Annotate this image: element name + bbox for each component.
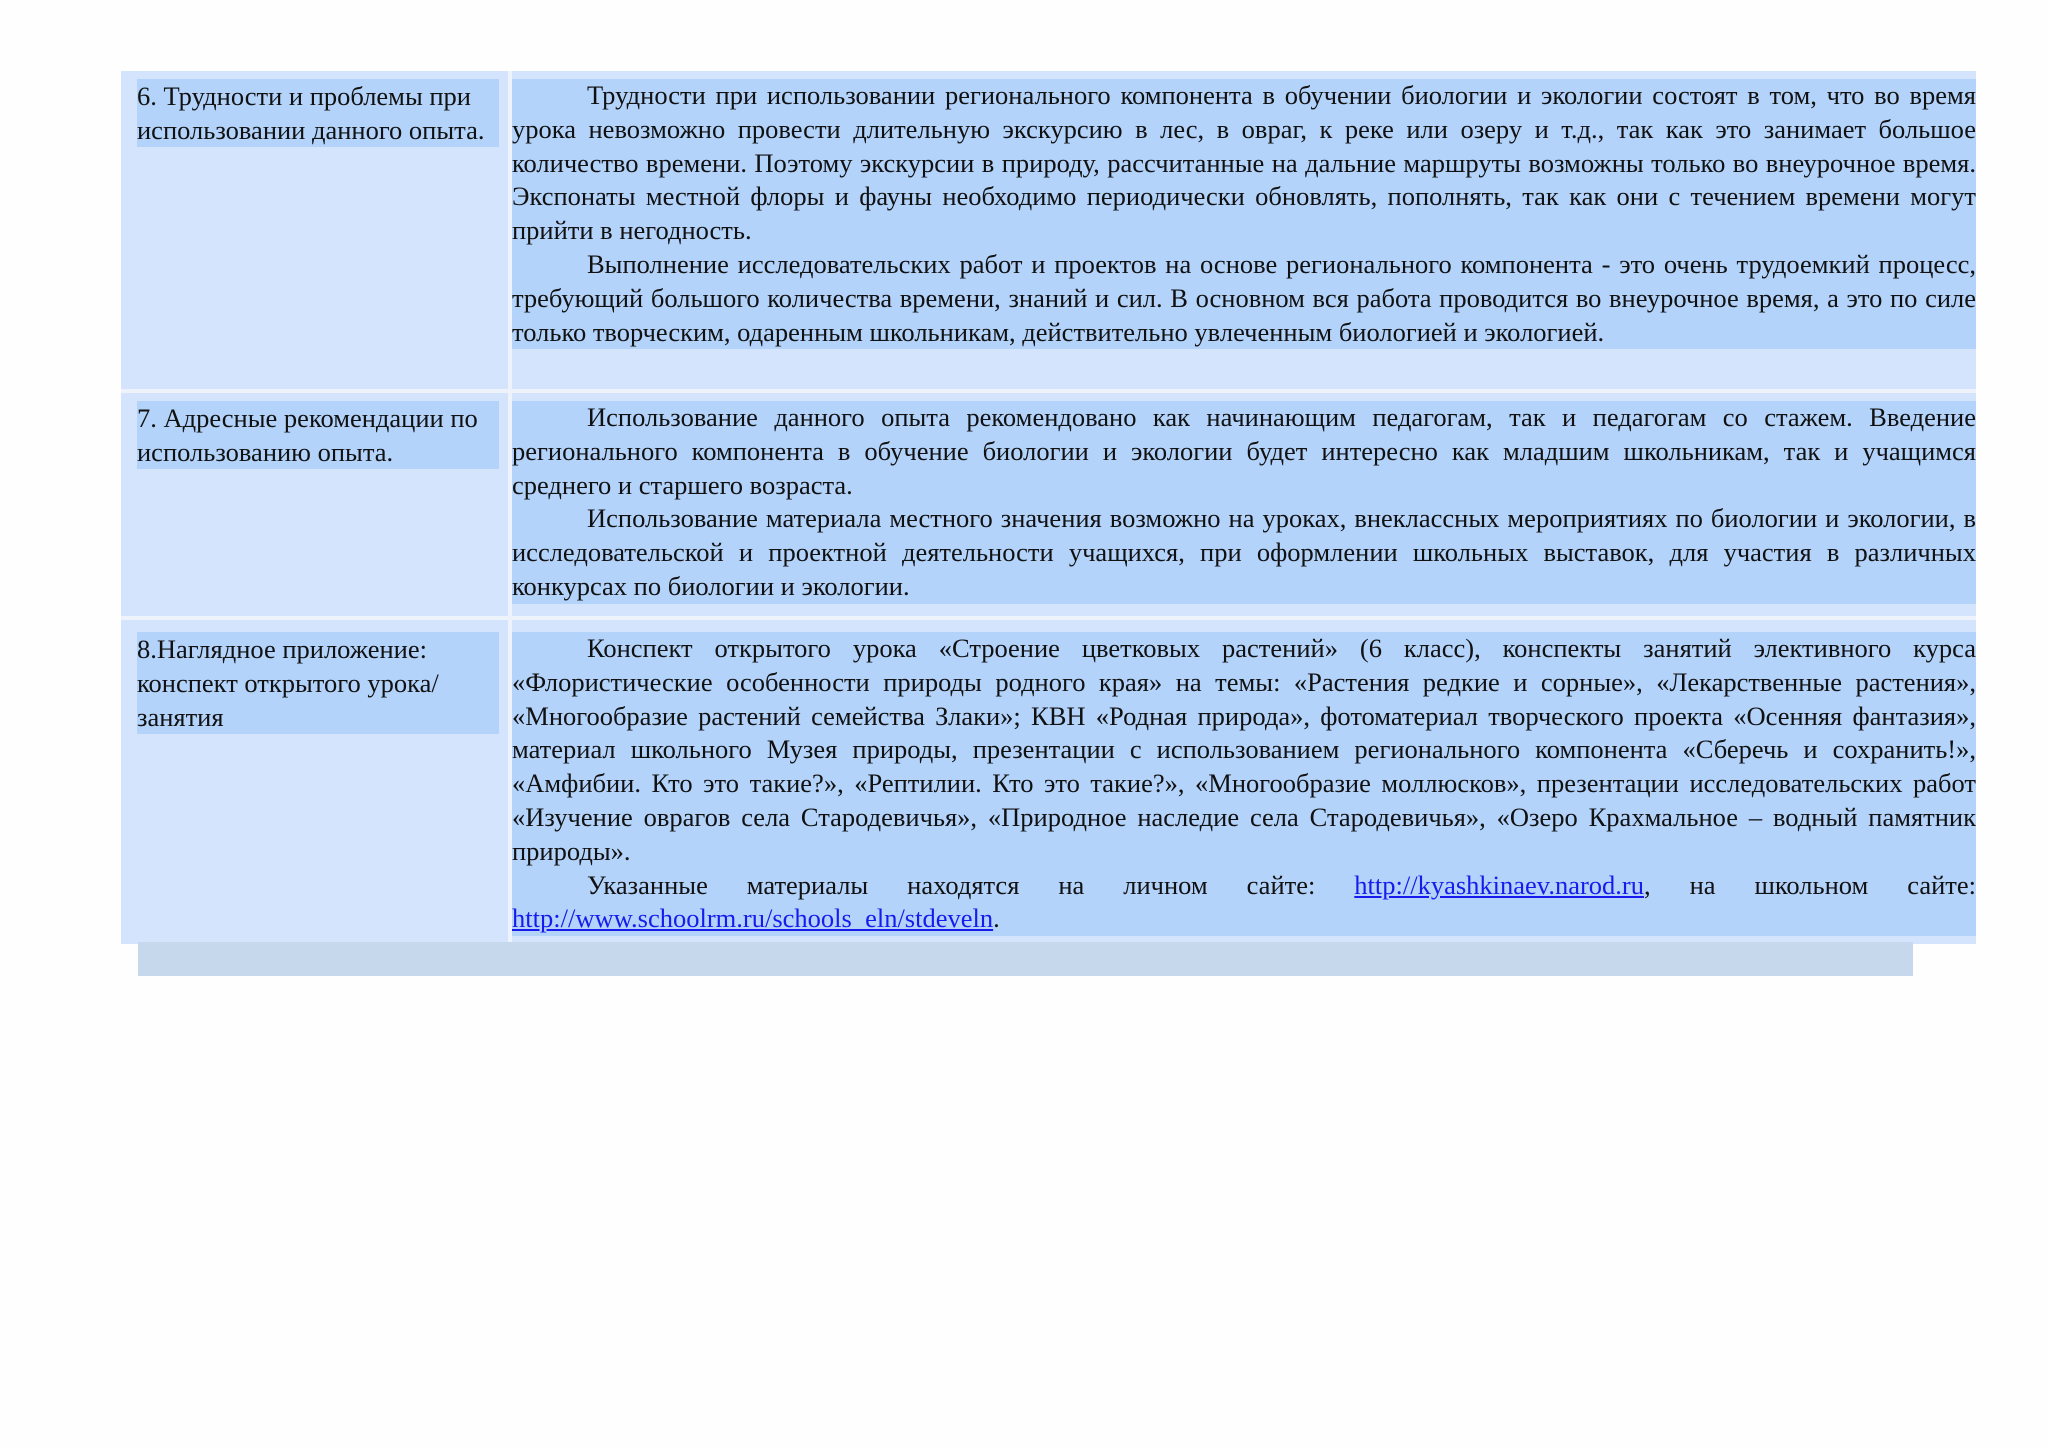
- row-label-cell: [121, 620, 512, 944]
- paragraph: Конспект открытого урока «Строение цветковых растений» (6 класс), конспекты занятий элективного курса «Флористические особенности природы родного края» на темы: «Растения редкие и сорные», «Лекарственные растения», «Многообразие растений семейства Злаки»; КВН «Родная природа», фотоматериал творческого проекта «Осенняя фантазия», материал школьного Музея природы, презентации с использованием регионального компонента «Сберечь и сохранить!», «Амфибии. Кто это такие?», «Рептилии. Кто это такие?», «Многообразие моллюсков», презентации исследовательских работ «Изучение оврагов села Стародевичья», «Природное наследие села Стародевичья», «Озеро Крахмальное – водный памятник природы».: [512, 633, 1976, 866]
- links-middle: , на школьном сайте:: [1644, 869, 1976, 900]
- experience-table: [121, 71, 1976, 944]
- personal-site-link[interactable]: http://kyashkinaev.narod.ru: [1354, 869, 1644, 900]
- row-content-cell: [512, 620, 1976, 944]
- row-label: 7. Адресные рекомендации по использованию опыта.: [137, 401, 499, 469]
- paragraph: Использование материала местного значения возможно на уроках, внеклассных мероприятиях по биологии и экологии, в исследовательской и проектной деятельности учащихся, при оформлении школьных выставок, для участия в различных конкурсах по биологии и экологии.: [512, 503, 1976, 601]
- row-content-cell: [512, 71, 1976, 389]
- footer-bar: [138, 942, 1913, 976]
- links-paragraph: [512, 869, 1976, 937]
- table-row-difficulties: [121, 71, 1976, 393]
- row-content-cell: [512, 393, 1976, 616]
- paragraph: Выполнение исследовательских работ и проектов на основе регионального компонента - это очень трудоемкий процесс, требующий большого количества времени, знаний и сил. В основном вся работа проводится во внеурочное время, а это по силе только творческим, одаренным школьникам, действительно увлеченным биологией и экологией.: [512, 248, 1976, 347]
- row-label: 8.Наглядное приложение: конспект открытого урока/занятия: [137, 632, 499, 734]
- links-suffix: .: [993, 903, 1000, 934]
- row-label-cell: [121, 393, 512, 616]
- row-label: 6. Трудности и проблемы при использовании данного опыта.: [137, 79, 499, 147]
- table-row-appendix: [121, 620, 1976, 944]
- row-label-cell: [121, 71, 512, 389]
- paragraph: Трудности при использовании регионального компонента в обучении биологии и экологии состоят в том, что во время урока невозможно провести длительную экскурсию в лес, в овраг, к реке или озеру и т.д., так как это занимает большое количество времени. Поэтому экскурсии в природу, рассчитанные на дальние маршруты возможны только во внеурочное время. Экспонаты местной флоры и фауны необходимо периодически обновлять, пополнять, так как они с течением времени могут прийти в негодность.: [512, 80, 1976, 246]
- row-content: [512, 401, 1976, 604]
- row-content: [512, 632, 1976, 936]
- school-site-link[interactable]: http://www.schoolrm.ru/schools_eln/stdeveln: [512, 903, 994, 934]
- row-content: [512, 79, 1976, 349]
- paragraph: Использование данного опыта рекомендовано как начинающим педагогам, так и педагогам со стажем. Введение регионального компонента в обучение биологии и экологии будет интересно как младшим школьникам, так и учащимся среднего и старшего возраста.: [512, 402, 1976, 500]
- table-row-recommendations: [121, 393, 1976, 620]
- links-prefix: Указанные материалы находятся на личном сайте:: [587, 869, 1355, 900]
